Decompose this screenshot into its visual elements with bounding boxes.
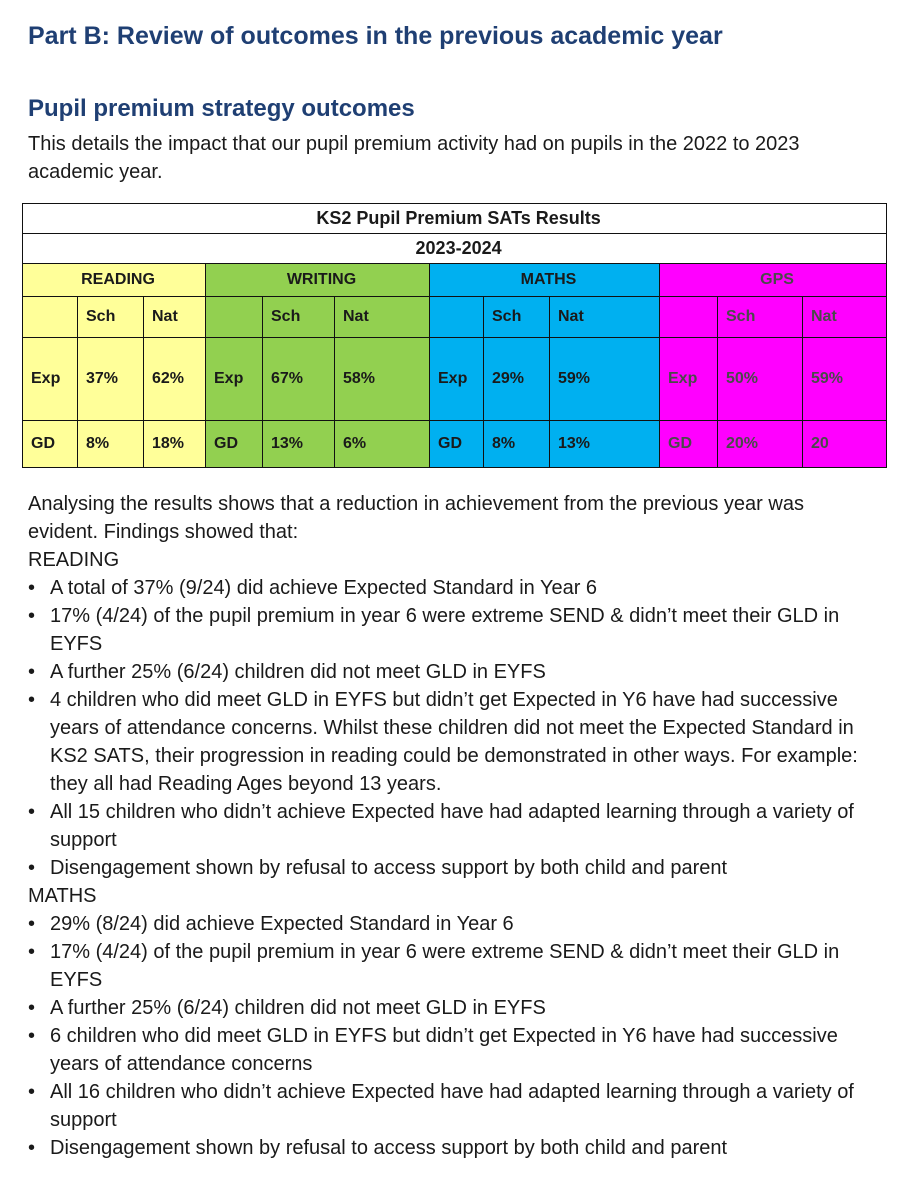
- section-subheading: Pupil premium strategy outcomes: [28, 95, 415, 122]
- col-header-sch: Sch: [484, 297, 550, 338]
- gps-exp-sch: 50%: [718, 338, 803, 421]
- maths-gd-nat: 13%: [550, 421, 660, 468]
- gps-gd-nat: 20: [803, 421, 887, 468]
- maths-findings-list: [28, 910, 878, 1162]
- reading-findings-list: [28, 574, 878, 882]
- empty-cell: [660, 297, 718, 338]
- intro-paragraph: This details the impact that our pupil premium activity had on pupils in the 2022 to 2023 academic year.: [28, 133, 800, 183]
- reading-gd-nat: 18%: [144, 421, 206, 468]
- writing-gd-sch: 13%: [263, 421, 335, 468]
- subject-writing: WRITING: [206, 264, 430, 297]
- row-label-exp: Exp: [660, 338, 718, 421]
- col-header-sch: Sch: [263, 297, 335, 338]
- col-header-nat: Nat: [335, 297, 430, 338]
- row-label-gd: GD: [206, 421, 263, 468]
- row-label-gd: GD: [660, 421, 718, 468]
- table-year: 2023-2024: [23, 234, 887, 264]
- row-label-exp: Exp: [430, 338, 484, 421]
- maths-label: MATHS: [28, 885, 97, 907]
- maths-exp-nat: 59%: [550, 338, 660, 421]
- reading-exp-sch: 37%: [78, 338, 144, 421]
- list-item: • 17% (4/24) of the pupil premium in year 6 were extreme SEND & didn’t meet their GLD in EYFS: [28, 938, 878, 994]
- list-item: • A total of 37% (9/24) did achieve Expected Standard in Year 6: [28, 574, 878, 602]
- row-label-gd: GD: [430, 421, 484, 468]
- sats-results-table: [22, 203, 887, 468]
- gps-gd-sch: 20%: [718, 421, 803, 468]
- subject-reading: READING: [23, 264, 206, 297]
- row-label-gd: GD: [23, 421, 78, 468]
- empty-cell: [206, 297, 263, 338]
- list-item: • 6 children who did meet GLD in EYFS but didn’t get Expected in Y6 have had successive years of attendance concerns: [28, 1022, 878, 1078]
- maths-exp-sch: 29%: [484, 338, 550, 421]
- list-item: • All 15 children who didn’t achieve Expected have had adapted learning through a variety of support: [28, 798, 878, 854]
- row-label-exp: Exp: [23, 338, 78, 421]
- list-item: • A further 25% (6/24) children did not meet GLD in EYFS: [28, 658, 878, 686]
- analysis-paragraph: Analysing the results shows that a reduction in achievement from the previous year was evident. Findings showed that:: [28, 493, 804, 543]
- writing-gd-nat: 6%: [335, 421, 430, 468]
- row-label-exp: Exp: [206, 338, 263, 421]
- empty-cell: [23, 297, 78, 338]
- col-header-nat: Nat: [550, 297, 660, 338]
- list-item: • 4 children who did meet GLD in EYFS but didn’t get Expected in Y6 have had successive years of attendance concerns. Whilst these children did not meet the Expected Standard in KS2 SATS, their progression in reading could be demonstrated in other ways. For example: they all had Reading Ages beyond 13 years.: [28, 686, 878, 798]
- subject-maths: MATHS: [430, 264, 660, 297]
- list-item: • A further 25% (6/24) children did not meet GLD in EYFS: [28, 994, 878, 1022]
- reading-label: READING: [28, 549, 120, 571]
- page-heading: Part B: Review of outcomes in the previous academic year: [28, 22, 723, 50]
- maths-gd-sch: 8%: [484, 421, 550, 468]
- gps-exp-nat: 59%: [803, 338, 887, 421]
- writing-exp-nat: 58%: [335, 338, 430, 421]
- reading-gd-sch: 8%: [78, 421, 144, 468]
- list-item: • 17% (4/24) of the pupil premium in year 6 were extreme SEND & didn’t meet their GLD in EYFS: [28, 602, 878, 658]
- reading-exp-nat: 62%: [144, 338, 206, 421]
- col-header-sch: Sch: [718, 297, 803, 338]
- analysis-section: [28, 490, 878, 1162]
- list-item: • Disengagement shown by refusal to access support by both child and parent: [28, 854, 878, 882]
- list-item: • All 16 children who didn’t achieve Expected have had adapted learning through a variety of support: [28, 1078, 878, 1134]
- subject-gps: GPS: [660, 264, 887, 297]
- col-header-nat: Nat: [144, 297, 206, 338]
- list-item: • 29% (8/24) did achieve Expected Standard in Year 6: [28, 910, 878, 938]
- empty-cell: [430, 297, 484, 338]
- table-title: KS2 Pupil Premium SATs Results: [23, 204, 887, 234]
- writing-exp-sch: 67%: [263, 338, 335, 421]
- col-header-sch: Sch: [78, 297, 144, 338]
- col-header-nat: Nat: [803, 297, 887, 338]
- list-item: • Disengagement shown by refusal to access support by both child and parent: [28, 1134, 878, 1162]
